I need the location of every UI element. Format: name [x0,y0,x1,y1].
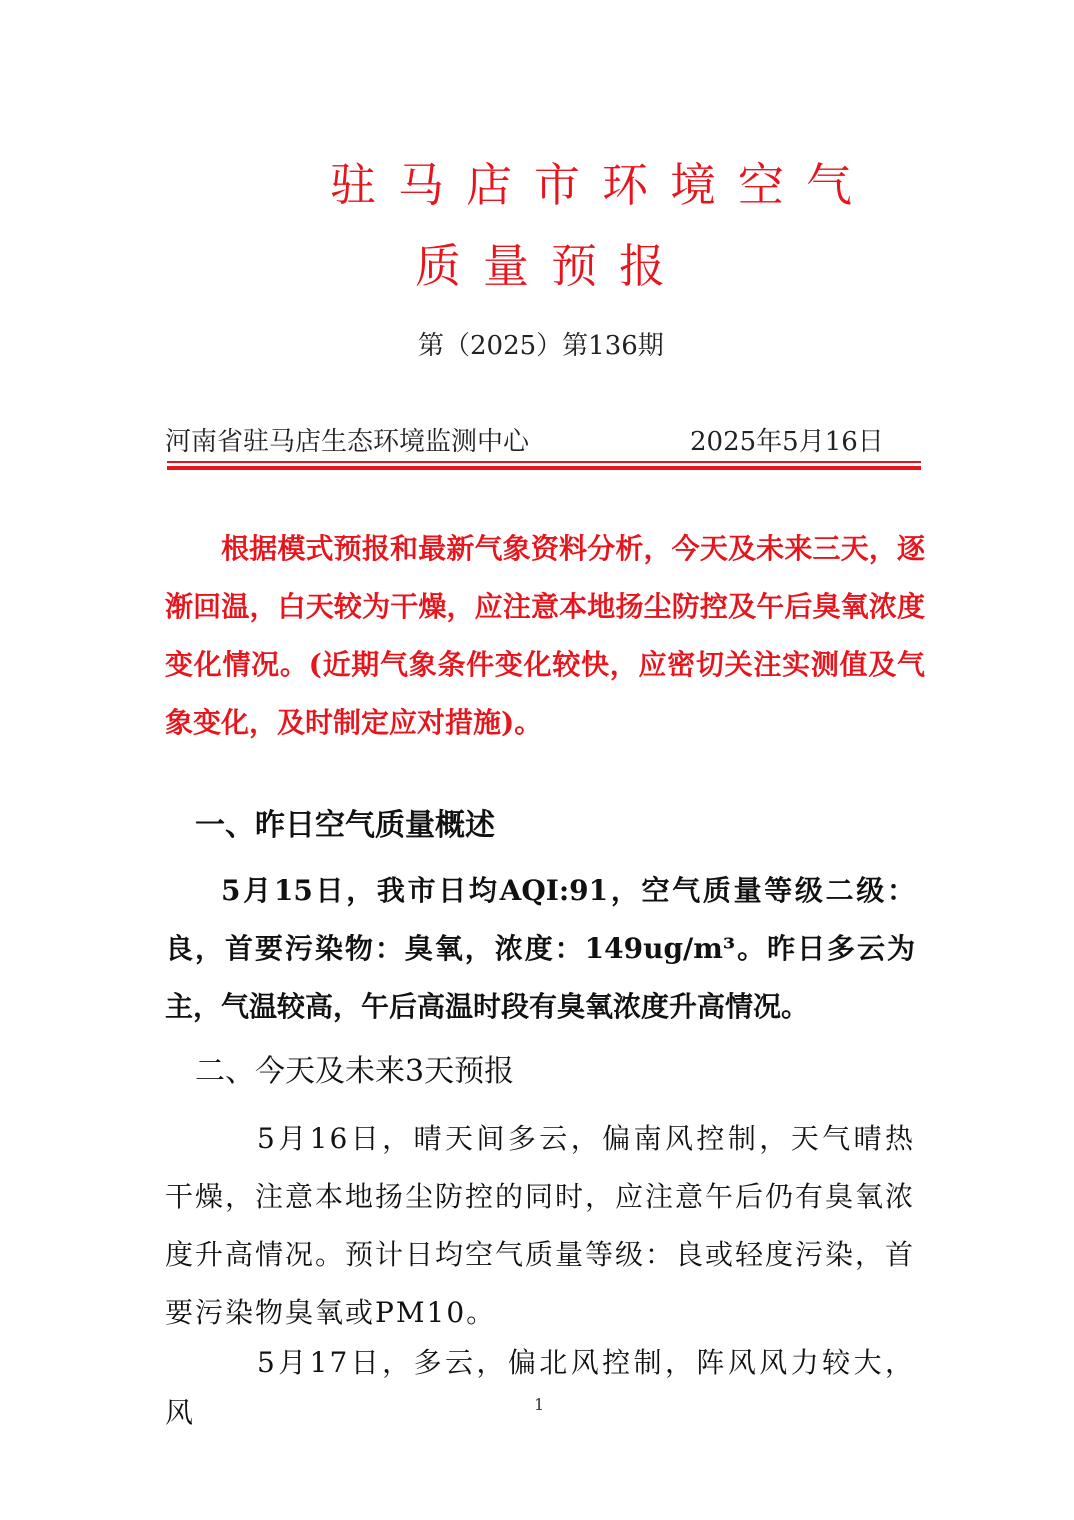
issue-date: 2025年5月16日 [690,427,884,457]
forecast-day-2: 5月17日，多云，偏北风控制，阵风风力较大，风 [165,1346,915,1429]
issuing-organization: 河南省驻马店生态环境监测中心 [165,427,530,457]
yesterday-overview: 5月15日，我市日均AQI:91，空气质量等级二级：良，首要污染物：臭氧，浓度：149ug/m³。昨日多云为主，气温较高，午后高温时段有臭氧浓度升高情况。 [165,874,915,1023]
section-heading-yesterday: 一、昨日空气质量概述 [195,808,495,843]
document-title-line2: 质量预报 [415,239,687,293]
header-rule-thin [167,461,921,463]
forecast-summary: 根据模式预报和最新气象资料分析，今天及未来三天，逐渐回温，白天较为干燥，应注意本地扬尘防控及午后臭氧浓度变化情况。(近期气象条件变化较快，应密切关注实测值及气象变化，及时制定应对措施)。 [165,532,925,739]
page-number: 1 [534,1395,545,1414]
issue-number: 第（2025）第136期 [418,331,664,361]
header-rule-thick [167,466,921,470]
forecast-day-1: 5月16日，晴天间多云，偏南风控制，天气晴热干燥，注意本地扬尘防控的同时，应注意午后仍有臭氧浓度升高情况。预计日均空气质量等级：良或轻度污染，首要污染物臭氧或PM10。 [165,1122,916,1329]
document-title-line1: 驻马店市环境空气 [330,158,874,212]
section-heading-forecast: 二、今天及未来3天预报 [195,1054,515,1089]
